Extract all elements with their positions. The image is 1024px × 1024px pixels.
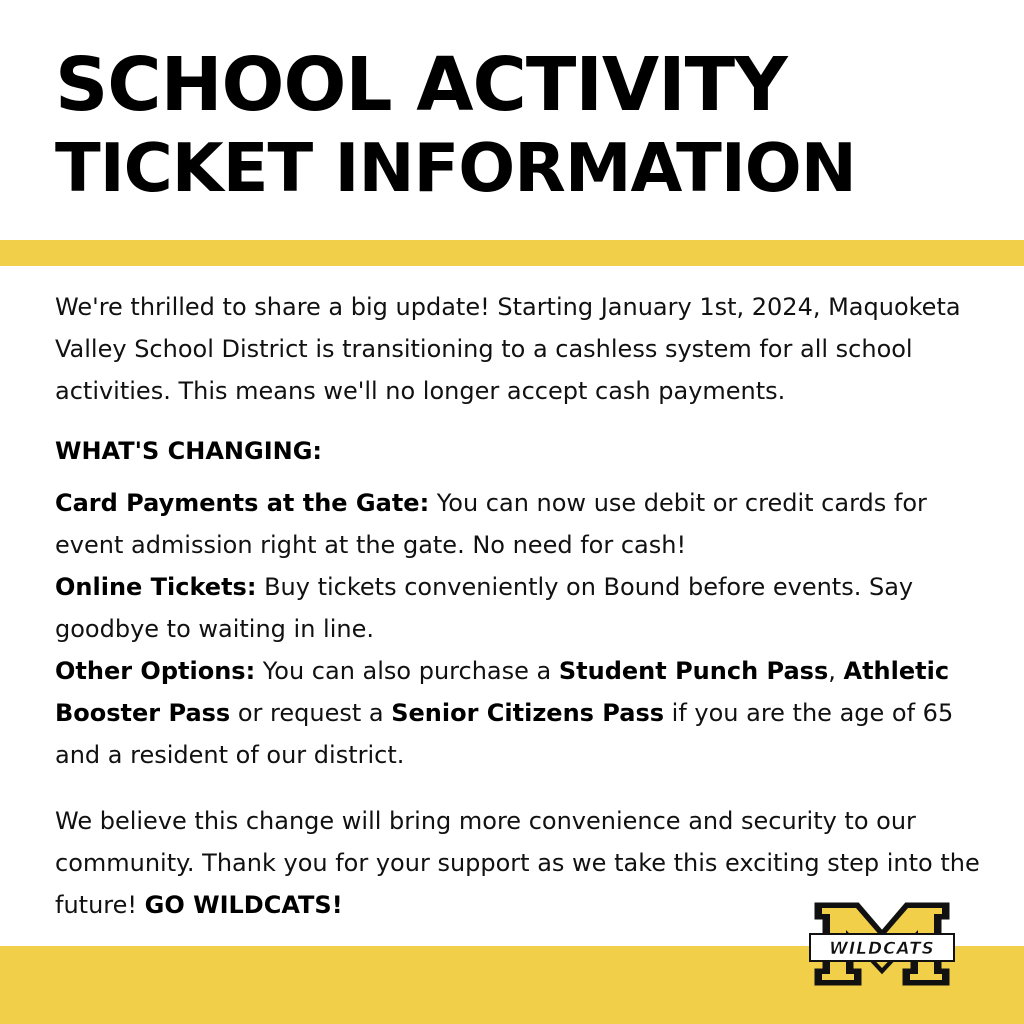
changes-list (55, 482, 980, 776)
other-options-text-3: or request a (230, 699, 392, 727)
card-payments-item (55, 482, 980, 566)
other-options-text-2: , (828, 657, 844, 685)
whats-changing-heading: WHAT'S CHANGING: (55, 437, 322, 465)
page-title-line-2: TICKET INFORMATION (55, 129, 856, 207)
student-punch-pass: Student Punch Pass (558, 657, 829, 685)
card-payments-text: You can now use debit or credit cards for event admission right at the gate. No need for cash! (55, 489, 927, 559)
online-tickets-text: Buy tickets conveniently on Bound before events. Say goodbye to waiting in line. (55, 573, 914, 643)
wildcats-m-logo-icon (808, 898, 956, 990)
top-yellow-band (0, 240, 1024, 266)
other-options-text-4: if you are the age of 65 and a resident of our district. (55, 699, 954, 769)
page-title-line-1: SCHOOL ACTIVITY (55, 42, 787, 128)
athletic-booster-pass: Athletic Booster Pass (55, 657, 950, 727)
card-payments-label: Card Payments at the Gate: (55, 489, 430, 517)
intro-paragraph: We're thrilled to share a big update! Starting January 1st, 2024, Maquoketa Valley School District is transitioning to a cashless system for all school activities. This means we'll no longer accept cash payments. (55, 293, 961, 405)
online-tickets-item (55, 566, 980, 650)
other-options-text-1: You can also purchase a (255, 657, 559, 685)
other-options-item (55, 650, 980, 776)
wildcats-logo-text: WILDCATS (829, 939, 935, 959)
senior-citizens-pass: Senior Citizens Pass (391, 699, 665, 727)
go-wildcats-text: GO WILDCATS! (144, 891, 343, 919)
closing-text: We believe this change will bring more convenience and security to our community. Thank you for your support as we take this exciting step into the future! (55, 807, 980, 919)
online-tickets-label: Online Tickets: (55, 573, 257, 601)
other-options-label: Other Options: (55, 657, 256, 685)
